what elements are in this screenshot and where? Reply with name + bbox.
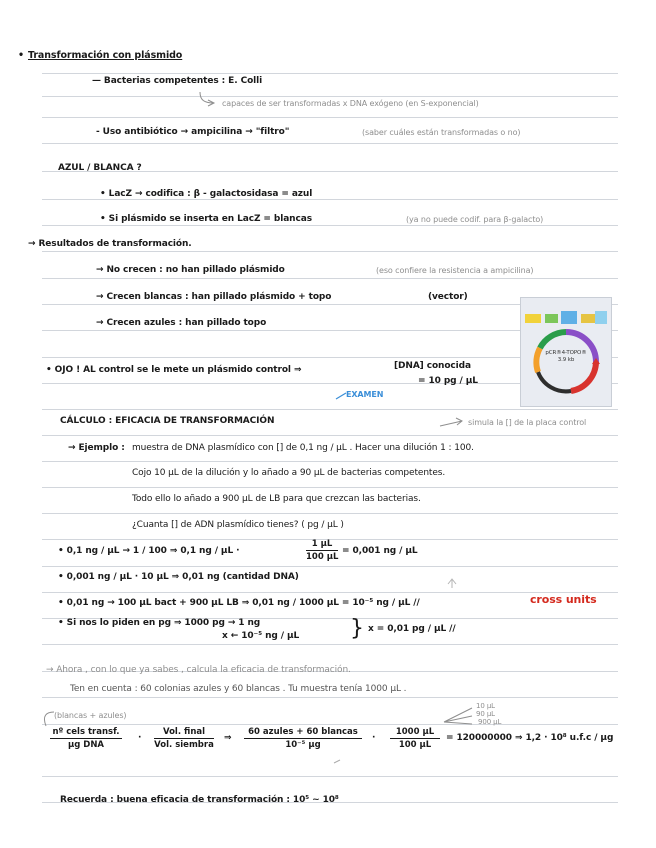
formula-f2-den: Vol. siembra xyxy=(154,740,214,750)
ejemplo-line-3: Todo ello lo añado a 900 µL de LB para que crezcan las bacterias. xyxy=(132,494,421,504)
inserta-line: • Si plásmido se inserta en LacZ = blancas xyxy=(100,214,312,224)
formula-f3-den: 10⁻⁵ µg xyxy=(285,740,321,750)
simula-note: simula la [] de la placa control xyxy=(468,418,587,427)
ojo-line: • OJO ! AL control se le mete un plásmido control ⇒ xyxy=(46,365,302,375)
antibiotico-note: (saber cuáles están transformadas o no) xyxy=(362,128,521,137)
calc-dilution-fraction-num: 1 µL xyxy=(306,538,338,551)
page-title: Transformación con plásmido xyxy=(28,50,183,61)
ahora-line-2: Ten en cuenta : 60 colonias azules y 60 blancas . Tu muestra tenía 1000 µL . xyxy=(70,684,407,694)
formula-dot-2: · xyxy=(372,733,376,743)
ug-arrow xyxy=(334,760,340,763)
antibiotico-line: - Uso antibiótico → ampicilina → "filtro" xyxy=(96,127,290,137)
azul-blanca-heading: AZUL / BLANCA ? xyxy=(58,163,142,173)
formula-f3-num: 60 azules + 60 blancas xyxy=(244,726,362,739)
inserta-note: (ya no puede codif. para β-galacto) xyxy=(406,215,544,224)
ejemplo-label: → Ejemplo : xyxy=(68,443,125,453)
result-azules: → Crecen azules : han pillado topo xyxy=(96,318,267,328)
calc-pg-line-1: • Si nos lo piden en pg ⇒ 1000 pg → 1 ng xyxy=(58,618,261,628)
dna-concentration: [DNA] conocida xyxy=(394,361,471,371)
small-note-900: 900 µL xyxy=(478,718,502,726)
formula-f1-num: nº cels transf. xyxy=(50,726,122,739)
formula-f2-num: Vol. final xyxy=(154,726,214,739)
examen-arrow xyxy=(336,393,346,399)
ejemplo-line-4: ¿Cuanta [] de ADN plasmídico tienes? ( pg / µL ) xyxy=(132,520,344,530)
cross-units-note: cross units xyxy=(530,593,597,606)
ahora-line-1: → Ahora , con lo que ya sabes , calcula la eficacia de transformación. xyxy=(46,665,351,675)
small-note-90: 90 µL xyxy=(476,710,495,718)
result-blancas: → Crecen blancas : han pillado plásmido + topo xyxy=(96,292,332,302)
dna-value: = 10 pg / µL xyxy=(418,376,478,386)
formula-dot-1: · xyxy=(138,733,142,743)
bullet-dot: • xyxy=(18,50,24,61)
exponent-up-arrow xyxy=(448,579,456,588)
bacterias-note: capaces de ser transformadas x DNA exógeno (en S-exponencial) xyxy=(222,99,479,108)
bacterias-curve-arrow xyxy=(200,92,214,103)
calc-dilution-fraction-den: 100 µL xyxy=(306,552,339,562)
volume-notes-arrows xyxy=(444,708,472,724)
calc-pg-line-2: x ← 10⁻⁵ ng / µL xyxy=(222,631,300,641)
ejemplo-line-2: Cojo 10 µL de la dilución y lo añado a 90 µL de bacterias competentes. xyxy=(132,468,446,478)
blancas-curve-arrow xyxy=(44,712,54,726)
calculo-heading: CÁLCULO : EFICACIA DE TRANSFORMACIÓN xyxy=(60,416,275,426)
lacz-line: • LacZ → codifica : β - galactosidasa = azul xyxy=(100,189,313,199)
ejemplo-line-1: muestra de DNA plasmídico con [] de 0,1 ng / µL . Hacer una dilución 1 : 100. xyxy=(132,443,474,453)
calc-pg-result: x = 0,01 pg / µL // xyxy=(368,624,456,634)
result-no-crecen-note: (eso confiere la resistencia a ampicilina) xyxy=(376,266,534,275)
formula-implies: ⇒ xyxy=(224,733,232,743)
result-no-crecen: → No crecen : no han pillado plásmido xyxy=(96,265,285,275)
formula-f4-den: 100 µL xyxy=(398,740,432,750)
brace-symbol: } xyxy=(350,616,364,641)
calc-dilution-result: = 0,001 ng / µL xyxy=(342,546,418,556)
blancas-azules-note: (blancas + azules) xyxy=(54,711,127,720)
bacterias-line: — Bacterias competentes : E. Colli xyxy=(92,76,263,86)
resultados-heading: → Resultados de transformación. xyxy=(28,239,192,249)
recuerda-line: Recuerda : buena eficacia de transformación : 10⁵ ~ 10⁸ xyxy=(60,795,339,805)
formula-result: = 120000000 ⇒ 1,2 · 10⁸ u.f.c / µg xyxy=(446,733,614,743)
small-note-10: 10 µL xyxy=(476,702,495,710)
formula-f1-den: µg DNA xyxy=(67,740,105,750)
plasmid-label: pCR®4-TOPO® 3.9 kb xyxy=(545,350,587,363)
formula-f4-num: 1000 µL xyxy=(390,726,440,739)
result-blancas-vector: (vector) xyxy=(428,292,468,302)
examen-label: EXAMEN xyxy=(346,390,384,399)
calc-cantidad-line: • 0,001 ng / µL · 10 µL ⇒ 0,01 ng (cantidad DNA) xyxy=(58,572,299,582)
calc-concentracion-line: • 0,01 ng → 100 µL bact + 900 µL LB ⇒ 0,01 ng / 1000 µL = 10⁻⁵ ng / µL // xyxy=(58,598,420,608)
calc-dilution-left: • 0,1 ng / µL → 1 / 100 ⇒ 0,1 ng / µL · xyxy=(58,546,240,556)
